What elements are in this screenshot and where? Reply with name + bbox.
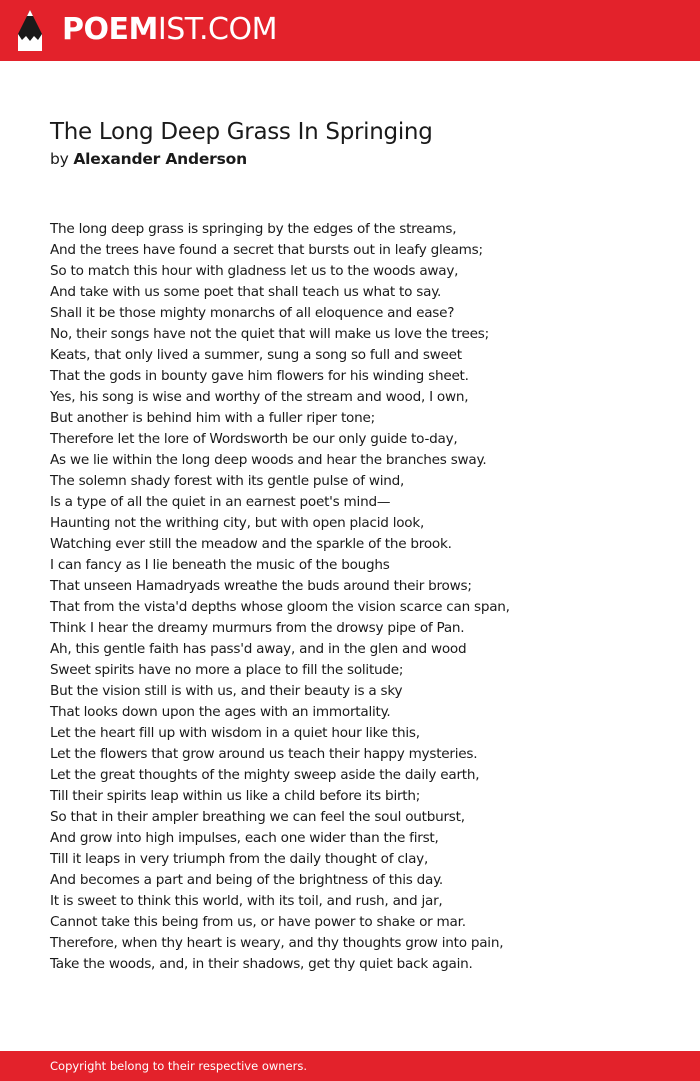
poem-line: And grow into high impulses, each one wider than the first, [50, 830, 439, 846]
poem-line: Haunting not the writhing city, but with open placid look, [50, 515, 425, 531]
poem-line: I can fancy as I lie beneath the music of the boughs [50, 557, 390, 573]
poem-line: Take the woods, and, in their shadows, get thy quiet back again. [50, 956, 473, 972]
poem-line: That the gods in bounty gave him flowers for his winding sheet. [50, 368, 469, 384]
site-footer [0, 1051, 700, 1081]
logo-light-text: IST.COM [157, 12, 277, 47]
by-label: by [50, 150, 69, 168]
poem-line: Till their spirits leap within us like a child before its birth; [50, 788, 421, 804]
pencil-logo-icon[interactable] [18, 10, 42, 51]
site-header [0, 0, 700, 61]
poem-line: And take with us some poet that shall teach us what to say. [50, 284, 442, 300]
poem-author: Alexander Anderson [73, 150, 247, 168]
poem-line: That from the vista'd depths whose gloom the vision scarce can span, [50, 599, 510, 615]
poem-line: But another is behind him with a fuller riper tone; [50, 410, 375, 426]
poem-line: Therefore let the lore of Wordsworth be our only guide to-day, [50, 431, 458, 447]
poem-line: It is sweet to think this world, with its toil, and rush, and jar, [50, 893, 443, 909]
poem-line: Let the heart fill up with wisdom in a quiet hour like this, [50, 725, 420, 741]
poem-byline [50, 148, 247, 170]
poem-line: Ah, this gentle faith has pass'd away, and in the glen and wood [50, 641, 467, 657]
poem-line: Till it leaps in very triumph from the daily thought of clay, [50, 851, 429, 867]
poem-line: Shall it be those mighty monarchs of all eloquence and ease? [50, 305, 455, 321]
poem-line: Think I hear the dreamy murmurs from the drowsy pipe of Pan. [50, 620, 465, 636]
poem-line: Sweet spirits have no more a place to fill the solitude; [50, 662, 404, 678]
poem-line: Watching ever still the meadow and the sparkle of the brook. [50, 536, 452, 552]
poem-line: That unseen Hamadryads wreathe the buds around their brows; [50, 578, 472, 594]
poem-line: So to match this hour with gladness let us to the woods away, [50, 263, 459, 279]
site-logo[interactable] [62, 12, 277, 48]
poem-line: But the vision still is with us, and their beauty is a sky [50, 683, 403, 699]
poem-line: No, their songs have not the quiet that will make us love the trees; [50, 326, 489, 342]
poem-line: Yes, his song is wise and worthy of the stream and wood, I own, [50, 389, 469, 405]
poem-title: The Long Deep Grass In Springing [50, 119, 433, 145]
poem-line: That looks down upon the ages with an immortality. [50, 704, 391, 720]
poem-line: Let the flowers that grow around us teach their happy mysteries. [50, 746, 478, 762]
poem-line: As we lie within the long deep woods and hear the branches sway. [50, 452, 487, 468]
poem-line: Let the great thoughts of the mighty sweep aside the daily earth, [50, 767, 480, 783]
poem-line: And becomes a part and being of the brightness of this day. [50, 872, 444, 888]
poem-line: So that in their ampler breathing we can feel the soul outburst, [50, 809, 465, 825]
poem-body [50, 219, 510, 975]
poem-line: Keats, that only lived a summer, sung a song so full and sweet [50, 347, 462, 363]
poem-line: The solemn shady forest with its gentle pulse of wind, [50, 473, 405, 489]
poem-line: And the trees have found a secret that bursts out in leafy gleams; [50, 242, 483, 258]
logo-bold-text: POEM [62, 12, 158, 47]
poem-line: Cannot take this being from us, or have power to shake or mar. [50, 914, 466, 930]
poem-line: Is a type of all the quiet in an earnest poet's mind— [50, 494, 391, 510]
copyright-text: Copyright belong to their respective owners. [50, 1059, 308, 1073]
poem-line: The long deep grass is springing by the edges of the streams, [50, 221, 457, 237]
poem-line: Therefore, when thy heart is weary, and thy thoughts grow into pain, [50, 935, 504, 951]
